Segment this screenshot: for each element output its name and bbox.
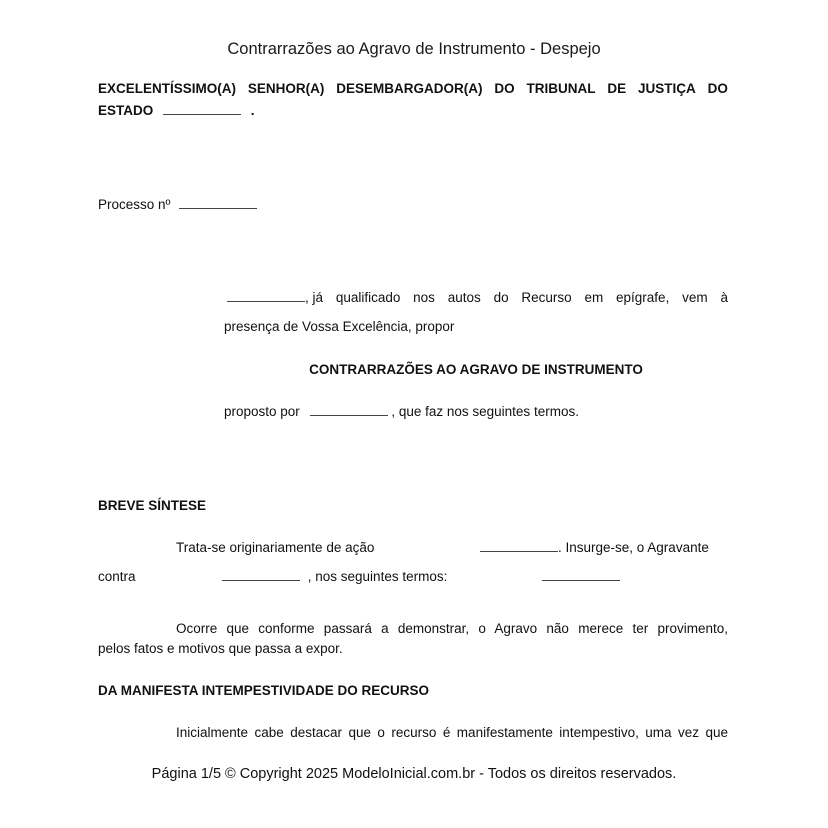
intro-word: vem: [682, 290, 708, 305]
intro-word: qualificado: [335, 290, 401, 305]
proposed-by-label: proposto por: [224, 404, 300, 419]
section-heading-breve-sintese: BREVE SÍNTESE: [98, 498, 207, 513]
intro-word: Recurso: [521, 290, 572, 305]
synthesis-line-2-left: contra: [98, 569, 136, 584]
document-title: Contrarrazões ao Agravo de Instrumento - Despejo: [227, 40, 601, 58]
intro-word: nos: [413, 290, 435, 305]
main-heading: CONTRARRAZÕES AO AGRAVO DE INSTRUMENTO: [309, 362, 643, 377]
state-blank-field[interactable]: [163, 104, 241, 115]
intro-line-2: presença de Vossa Excelência, propor: [224, 319, 455, 334]
intro-word: autos: [447, 290, 481, 305]
address-state-label: ESTADO: [98, 103, 154, 118]
address-word: TRIBUNAL: [526, 81, 596, 96]
synthesis-line-2-mid: [222, 569, 447, 584]
section-heading-intempestividade: DA MANIFESTA INTEMPESTIVIDADE DO RECURSO: [98, 683, 430, 698]
address-word: DO: [494, 81, 515, 96]
intempestividade-p1-line-1: Inicialmente cabe destacar que o recurso é manifestamente intempestivo, uma vez que: [176, 725, 728, 740]
synthesis-line-1-right: [480, 540, 728, 555]
synthesis-insurge-text: . Insurge-se, o Agravante: [558, 540, 709, 555]
address-line-2: [98, 103, 255, 118]
agravante-blank-field[interactable]: [310, 405, 388, 416]
synthesis-terms-text: , nos seguintes termos:: [307, 569, 448, 584]
process-number-blank-field[interactable]: [179, 198, 257, 209]
process-number-line: [98, 197, 257, 212]
party-name-group: [227, 290, 323, 305]
process-label: Processo nº: [98, 197, 171, 212]
synthesis-p2-line-1: Ocorre que conforme passará a demonstrar, o Agravo não merece ter provimento,: [176, 621, 728, 636]
proposed-by-suffix: , que faz nos seguintes termos.: [391, 404, 579, 419]
action-type-blank-field[interactable]: [480, 541, 558, 552]
page-footer: Página 1/5 © Copyright 2025 ModeloInicial.com.br - Todos os direitos reservados.: [151, 766, 677, 782]
synthesis-p2-line-2: pelos fatos e motivos que passa a expor.: [98, 641, 343, 656]
action-type-group: [480, 540, 709, 555]
intro-word: à: [720, 290, 728, 305]
address-word: DESEMBARGADOR(A): [336, 81, 483, 96]
intro-word: em: [584, 290, 604, 305]
intro-word: do: [493, 290, 509, 305]
decision-blank-field[interactable]: [222, 570, 300, 581]
synthesis-line-2-right: [542, 569, 620, 584]
synthesis-line-1-left: Trata-se originariamente de ação: [176, 540, 375, 555]
address-line-1: [98, 81, 728, 96]
address-word: DO: [707, 81, 728, 96]
address-word: JUSTIÇA: [638, 81, 696, 96]
terms-blank-field[interactable]: [542, 570, 620, 581]
address-word: DE: [607, 81, 627, 96]
proposed-by-line: [224, 404, 579, 419]
intro-line-1: [227, 290, 728, 305]
intro-word: , já: [305, 290, 324, 305]
address-word: SENHOR(A): [247, 81, 325, 96]
address-period: .: [250, 103, 255, 118]
intro-word: epígrafe,: [616, 290, 670, 305]
address-word: EXCELENTÍSSIMO(A): [98, 81, 237, 96]
party-name-blank-field[interactable]: [227, 291, 305, 302]
